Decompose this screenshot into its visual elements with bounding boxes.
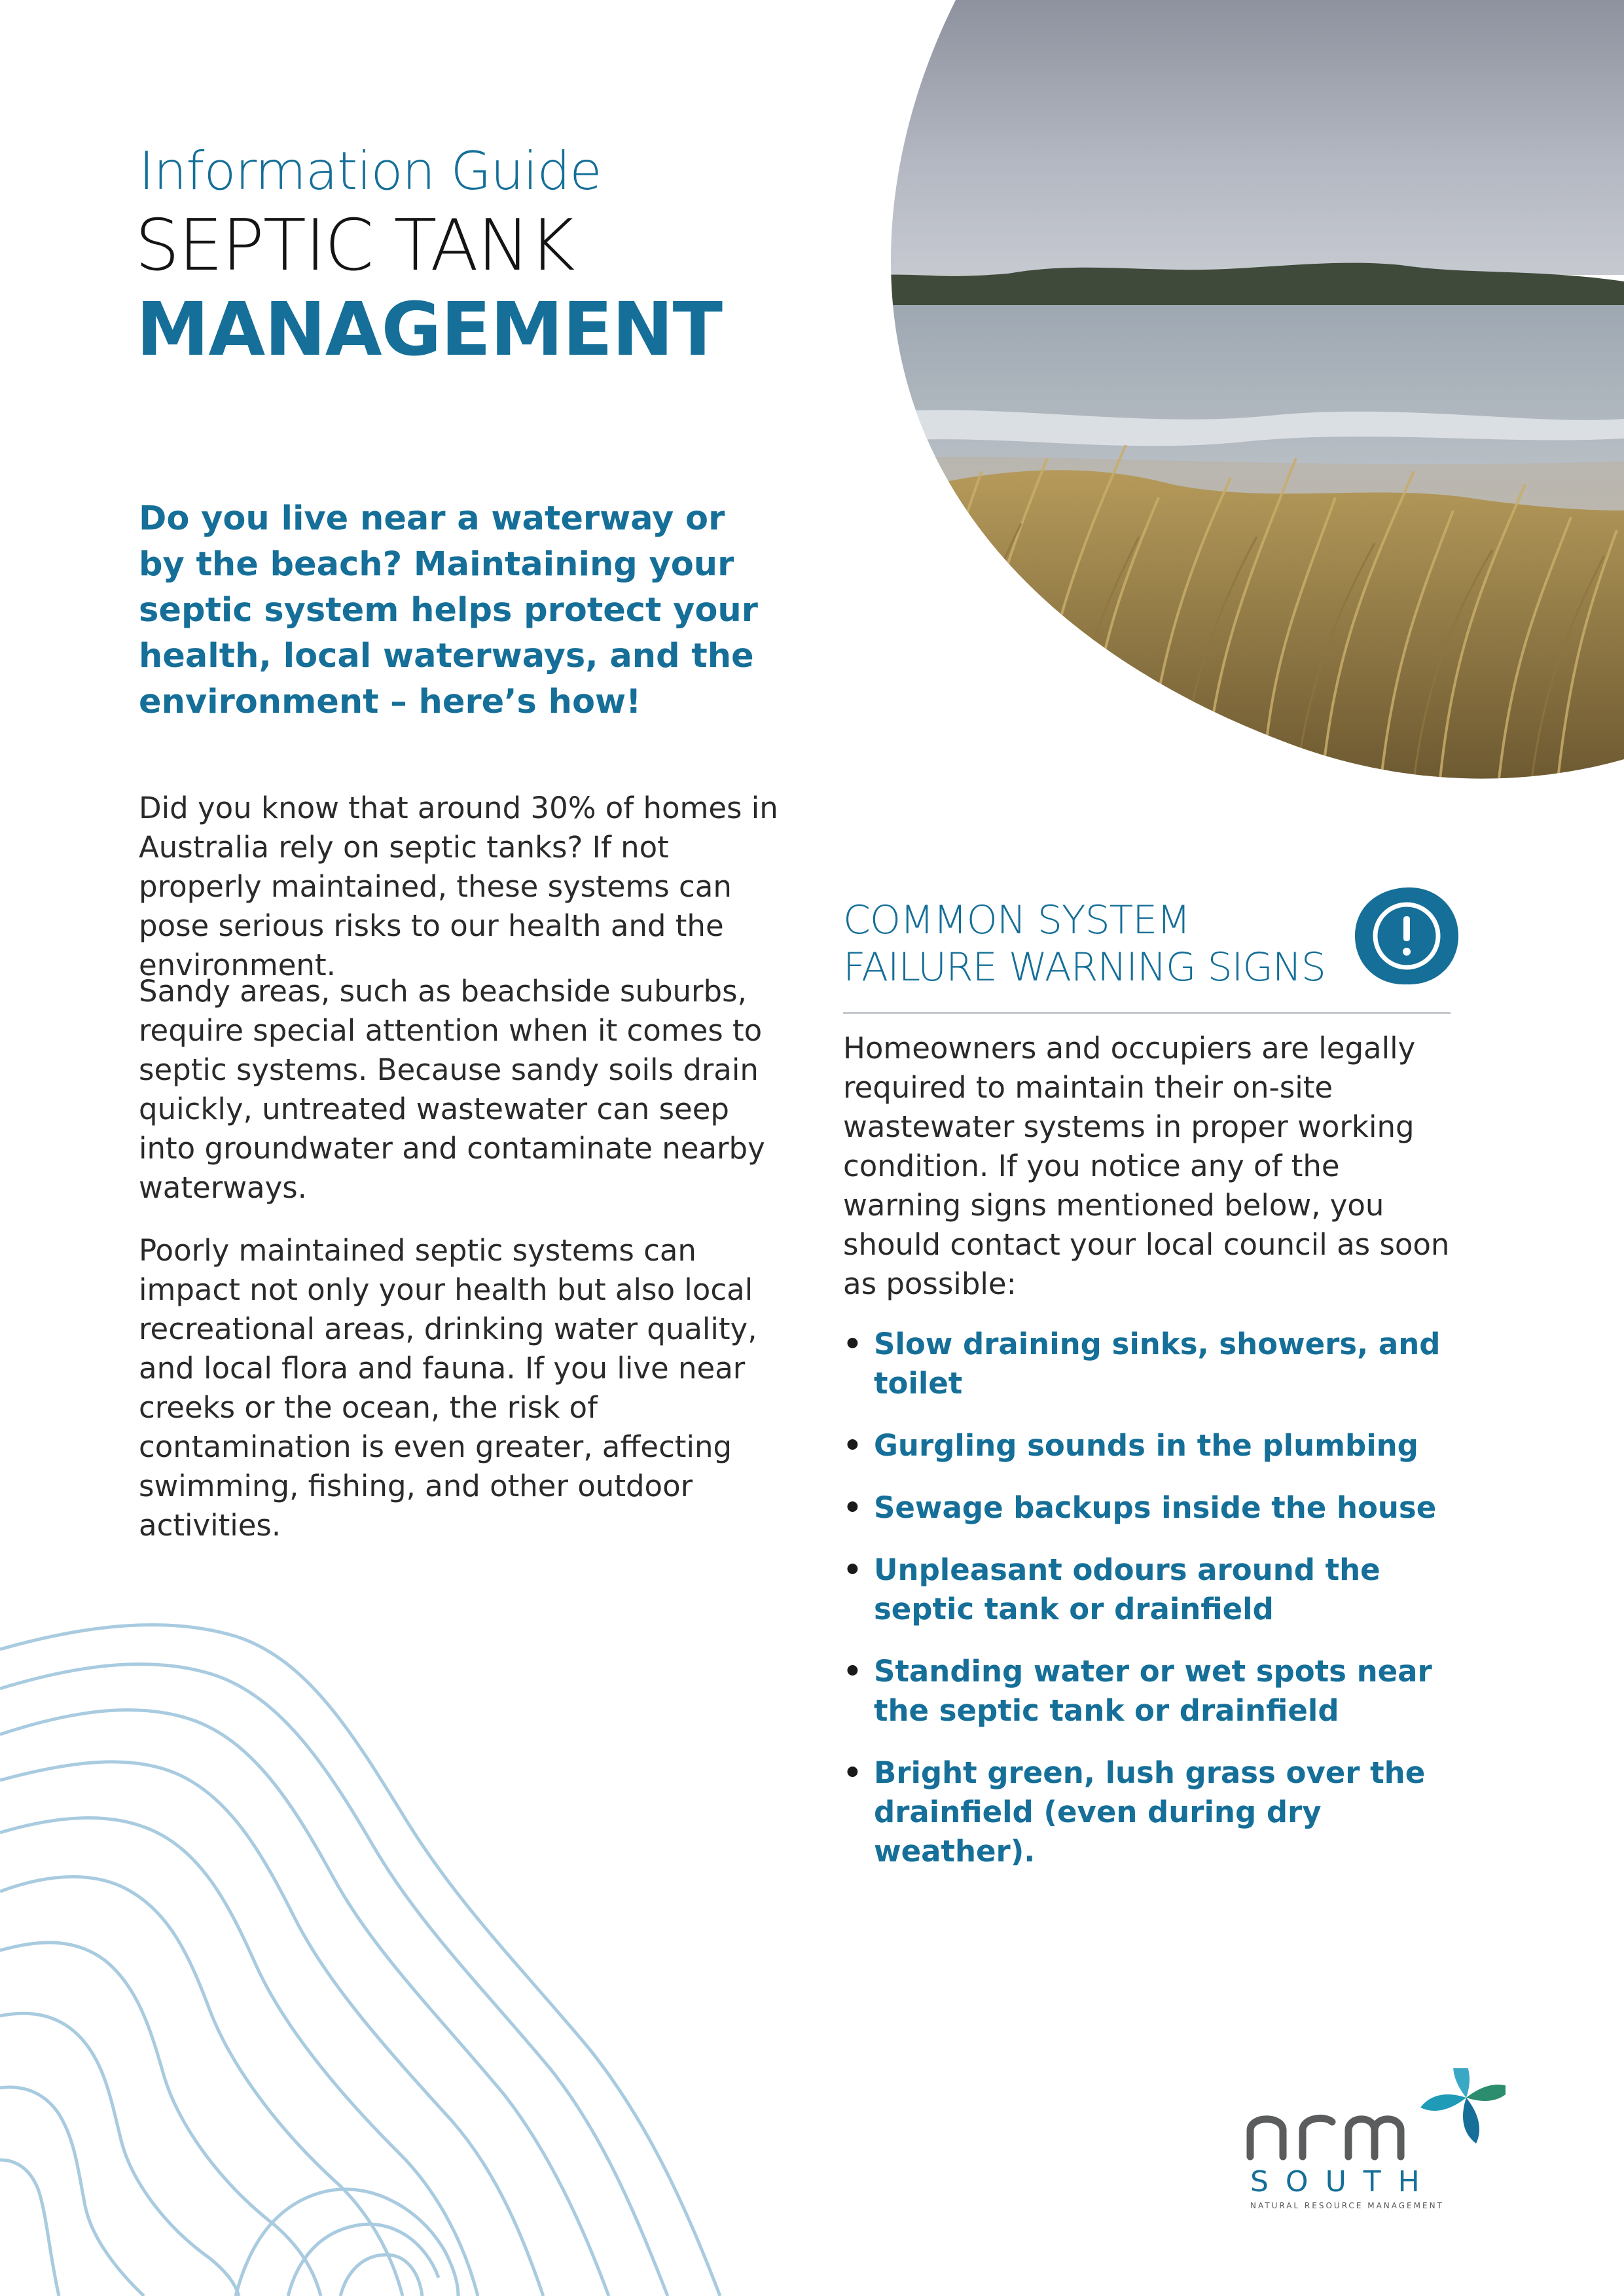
guide-eyebrow: Information Guide — [139, 141, 602, 202]
warning-body-text: Homeowners and occupiers are legally required to maintain their on-site wastewater systems in proper working condition. If you notice any of the warning signs mentioned below, you should contact your local council as soon as possible: — [843, 1031, 1450, 1301]
bullet: • — [843, 1327, 862, 1361]
section-divider — [843, 1012, 1451, 1014]
warning-sign-text: Slow draining sinks, showers, and toilet — [874, 1327, 1441, 1401]
bullet: • — [843, 1428, 862, 1463]
list-item — [843, 1652, 1471, 1731]
body-paragraph: Did you know that around 30% of homes in Australia rely on septic tanks? If not properly maintained, these systems can pose serious risks to our health and the environment. — [139, 791, 778, 982]
bullet: • — [843, 1490, 862, 1525]
list-item — [843, 1426, 1471, 1465]
title-line-2: MANAGEMENT — [136, 287, 723, 372]
intro-text: Do you live near a waterway or by the beach? Maintaining your septic system helps protect your health, local waterways, and the environment – here’s how! — [139, 499, 758, 721]
contour-lines-decoration — [0, 1604, 746, 2296]
warning-signs-list — [843, 1325, 1471, 1894]
exclamation-circle-icon — [1352, 885, 1461, 987]
bullet: • — [843, 1654, 862, 1689]
warning-sign-text: Sewage backups inside the house — [874, 1490, 1437, 1525]
warning-sign-text: Bright green, lush grass over the drainfield (even during dry weather). — [874, 1755, 1426, 1869]
logo-south-text: SOUTH — [1250, 2165, 1437, 2198]
list-item — [843, 1551, 1471, 1629]
bullet: • — [843, 1755, 862, 1790]
bullet: • — [843, 1552, 862, 1587]
beach-photo — [877, 0, 1624, 779]
nrm-south-logo — [1244, 2068, 1506, 2225]
body-paragraph: Poorly maintained septic systems can impact not only your health but also local recreational areas, drinking water quality, and local flora and fauna. If you live near creeks or the ocean, the risk of contamination is even greater, affecting swimming, fishing, and other outdoor activities. — [139, 1233, 757, 1543]
warning-sign-text: Standing water or wet spots near the septic tank or drainfield — [874, 1654, 1432, 1728]
list-item — [843, 1325, 1471, 1403]
logo-tagline: NATURAL RESOURCE MANAGEMENT — [1250, 2201, 1444, 2210]
list-item — [843, 1488, 1471, 1528]
warning-sign-text: Unpleasant odours around the septic tank or drainfield — [874, 1552, 1380, 1626]
list-item — [843, 1753, 1471, 1871]
title-line-1: SEPTIC TANK — [135, 205, 574, 287]
body-paragraph: Sandy areas, such as beachside suburbs, require special attention when it comes to septic systems. Because sandy soils drain quickly, untreated wastewater can seep into groundwater and contaminate nearby waterways. — [139, 974, 765, 1205]
warning-signs-heading: COMMON SYSTEM FAILURE WARNING SIGNS — [843, 897, 1326, 990]
warning-sign-text: Gurgling sounds in the plumbing — [874, 1428, 1418, 1463]
